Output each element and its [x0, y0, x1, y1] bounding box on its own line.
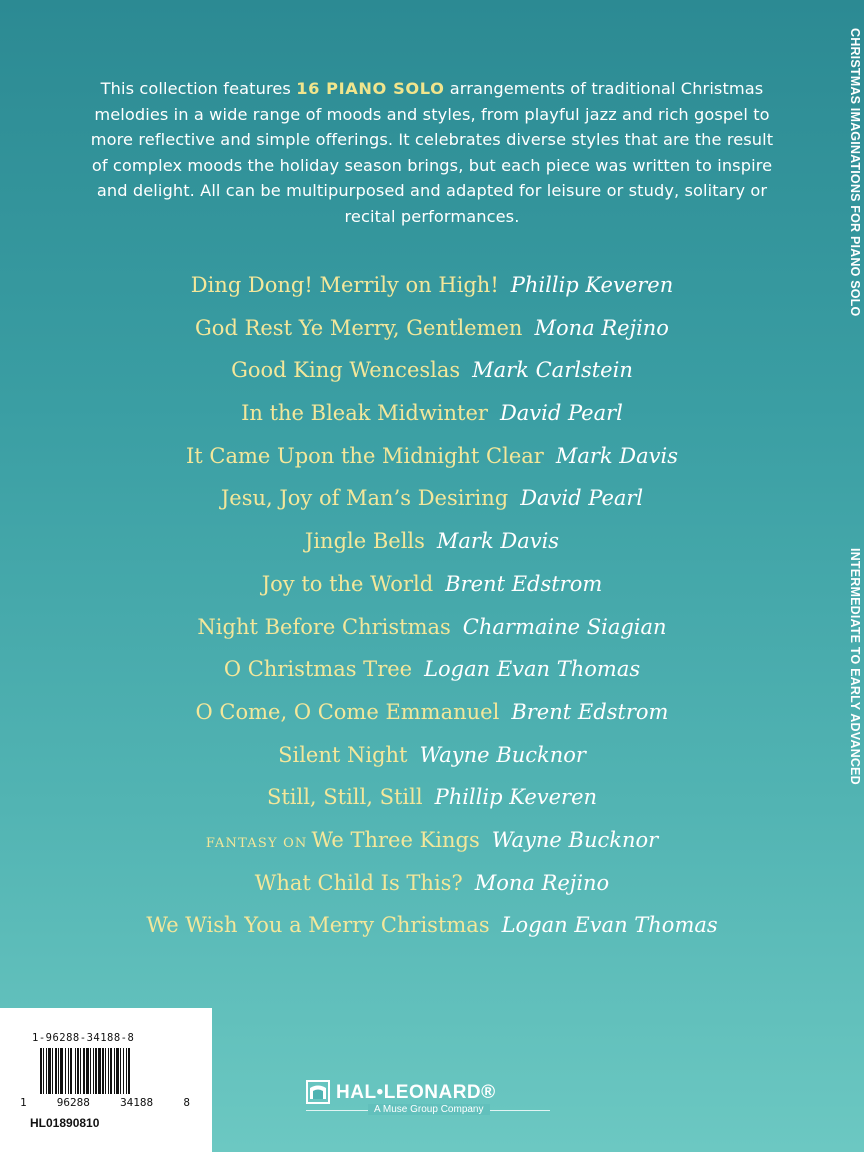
song-composer: Brent Edstrom	[445, 571, 603, 596]
song-item	[0, 734, 864, 777]
song-title: In the Bleak Midwinter	[241, 401, 488, 426]
isbn-text: 1-96288-34188-8	[32, 1032, 135, 1044]
song-title: We Wish You a Merry Christmas	[146, 913, 490, 938]
song-item	[0, 819, 864, 862]
song-composer: Mark Davis	[555, 443, 678, 468]
barcode-digit-first: 1	[20, 1096, 27, 1109]
song-prefix: FANTASY ON	[205, 835, 308, 851]
intro-text-after: arrangements of traditional Christmas melodies in a wide range of moods and styles, from playful jazz and rich gospel to more reflective and simple offerings. It celebrates diverse styles that are the result of complex moods the holiday season brings, but each piece was written to inspire and delight. All can be multipurposed and adapted for leisure or study, solitary or recital performances.	[90, 79, 774, 226]
barcode-digits-left: 96288	[56, 1096, 90, 1109]
song-item	[0, 264, 864, 307]
barcode-panel	[0, 1008, 212, 1152]
song-title: Still, Still, Still	[266, 785, 423, 810]
song-composer: Phillip Keveren	[510, 273, 674, 297]
song-composer: Mark Davis	[436, 529, 560, 554]
song-item	[0, 392, 864, 435]
song-item	[0, 349, 864, 392]
barcode-digit-last: 8	[183, 1096, 190, 1109]
song-item	[0, 563, 864, 606]
publisher-tag-row	[306, 1104, 550, 1118]
song-title: O Come, O Come Emmanuel	[195, 699, 500, 724]
intro-highlight: 16 PIANO SOLO	[296, 79, 445, 98]
song-item	[0, 435, 864, 478]
song-item	[0, 904, 864, 947]
song-composer: David Pearl	[520, 486, 644, 511]
song-composer: Brent Edstrom	[511, 699, 669, 724]
song-composer: David Pearl	[499, 401, 623, 426]
publisher-name: HAL•LEONARD®	[336, 1082, 496, 1103]
song-composer: Mark Carlstein	[472, 358, 633, 383]
publisher-tagline: A Muse Group Company	[368, 1104, 490, 1115]
song-item	[0, 520, 864, 563]
song-title: Ding Dong! Merrily on High!	[190, 273, 499, 297]
song-composer: Logan Evan Thomas	[501, 913, 718, 938]
product-code: HL01890810	[30, 1116, 100, 1130]
barcode-digits	[20, 1096, 190, 1109]
barcode-icon	[40, 1048, 166, 1094]
song-item	[0, 691, 864, 734]
intro-paragraph	[82, 76, 782, 230]
song-composer: Mona Rejino	[474, 870, 610, 895]
song-title: We Three Kings	[311, 827, 480, 852]
song-composer: Wayne Bucknor	[419, 742, 586, 767]
song-title: Good King Wenceslas	[231, 358, 461, 383]
song-title: Jingle Bells	[304, 529, 425, 554]
song-title: Silent Night	[278, 742, 408, 767]
song-title: Joy to the World	[261, 571, 434, 596]
barcode-digits-right: 34188	[120, 1096, 154, 1109]
song-composer: Charmaine Siagian	[462, 614, 667, 639]
song-title: O Christmas Tree	[223, 657, 413, 682]
song-title: It Came Upon the Midnight Clear	[185, 443, 544, 468]
song-composer: Logan Evan Thomas	[424, 657, 641, 682]
song-item	[0, 776, 864, 819]
spine-level: INTERMEDIATE TO EARLY ADVANCED	[848, 548, 862, 785]
song-item	[0, 648, 864, 691]
intro-text-before: This collection features	[100, 79, 297, 98]
song-title: Night Before Christmas	[197, 614, 451, 639]
song-item	[0, 606, 864, 649]
song-item	[0, 862, 864, 905]
song-item	[0, 307, 864, 350]
spine-title: CHRISTMAS IMAGINATIONS FOR PIANO SOLO	[848, 28, 862, 317]
song-composer: Mona Rejino	[534, 315, 669, 340]
song-composer: Phillip Keveren	[434, 785, 598, 810]
song-item	[0, 477, 864, 520]
song-title: Jesu, Joy of Man’s Desiring	[220, 486, 509, 511]
song-title: What Child Is This?	[254, 870, 463, 895]
song-composer: Wayne Bucknor	[491, 827, 659, 852]
song-list	[0, 264, 864, 947]
hal-leonard-emblem-icon	[306, 1080, 330, 1104]
song-title: God Rest Ye Merry, Gentlemen	[195, 315, 523, 340]
